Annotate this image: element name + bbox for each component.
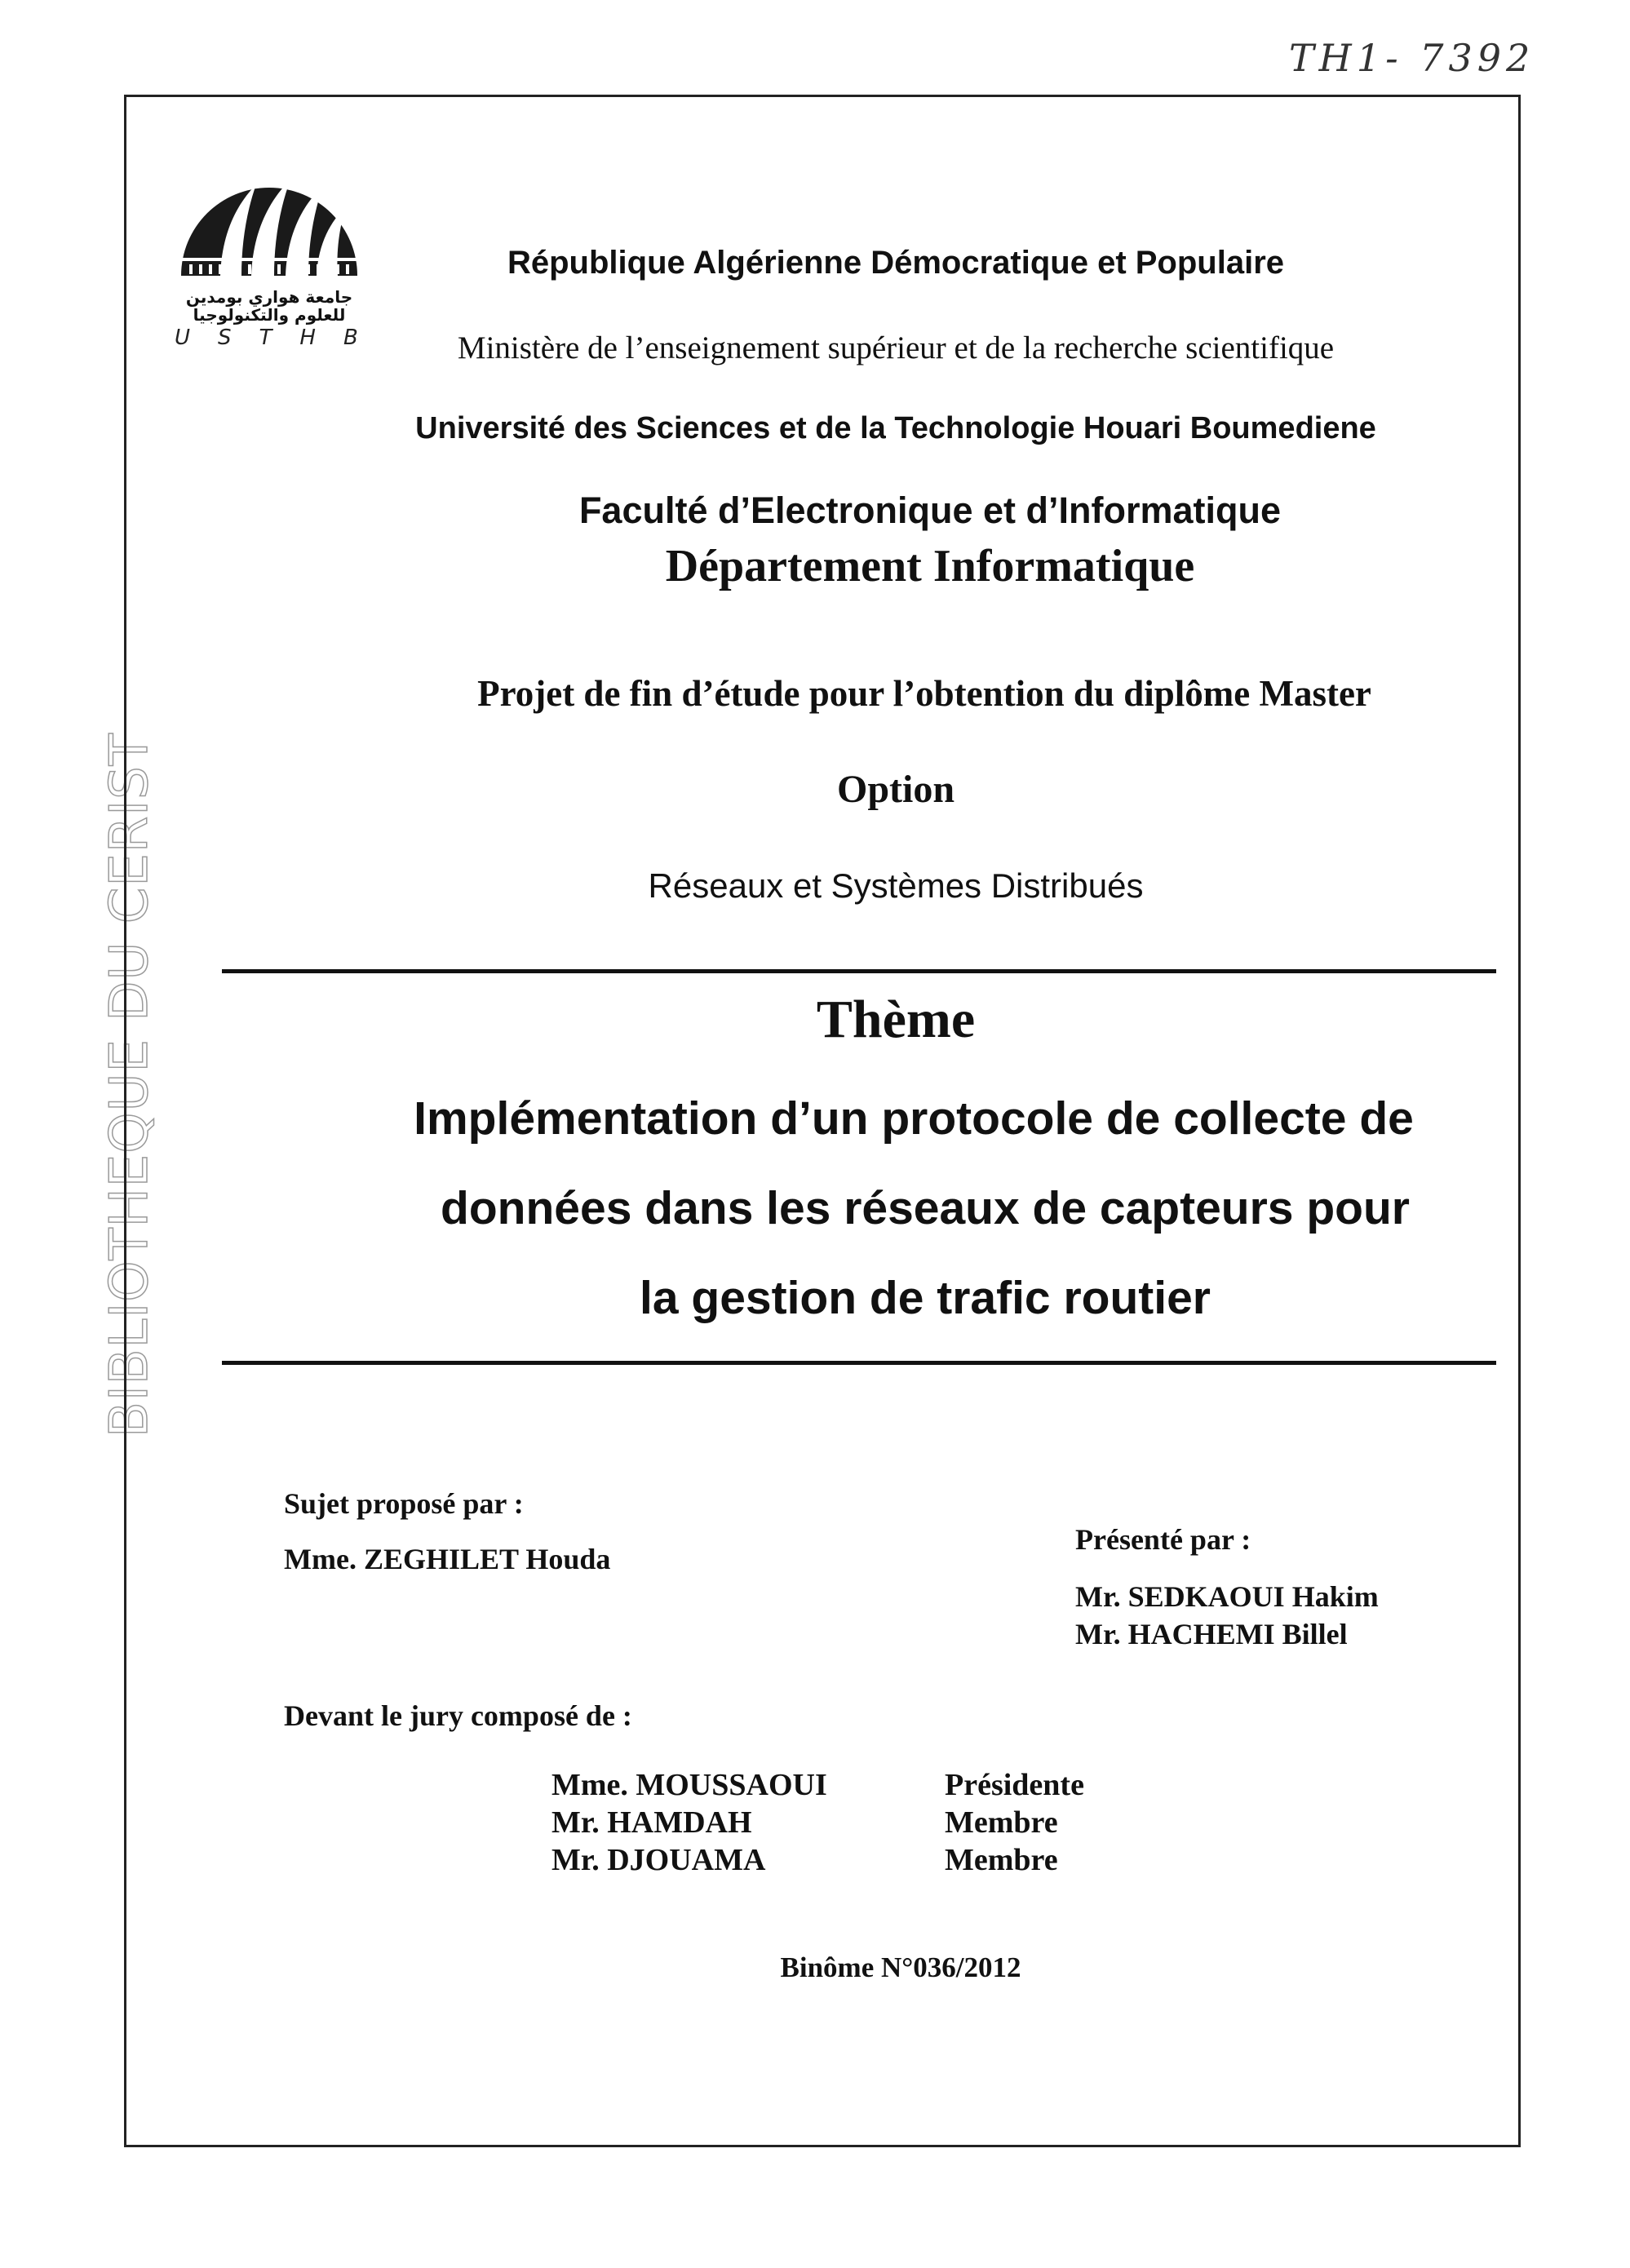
option-label: Option xyxy=(836,768,955,811)
department-name: Département Informatique xyxy=(665,541,1195,591)
library-watermark: BIBLIOTHEQUE DU CERIST xyxy=(100,733,160,1437)
project-title: Projet de fin d’étude pour l’obtention du diplôme Master xyxy=(477,673,1371,714)
usthb-logo xyxy=(171,162,386,350)
jury-member-name: Mme. MOUSSAOUI xyxy=(551,1768,827,1802)
presenter-name: Mr. HACHEMI Billel xyxy=(1075,1618,1348,1650)
republic-heading: République Algérienne Démocratique et Populaire xyxy=(507,245,1285,281)
faculty-name: Faculté d’Electronique et d’Informatique xyxy=(578,489,1282,531)
jury-member-name: Mr. HAMDAH xyxy=(551,1805,752,1840)
handwritten-reference: TH1- 7392 xyxy=(1289,36,1535,80)
supervisor-label: Sujet proposé par : xyxy=(284,1487,524,1520)
jury-member-role: Membre xyxy=(945,1805,1058,1840)
ministry-line: Ministère de l’enseignement supérieur et de la recherche scientifique xyxy=(457,330,1335,365)
usthb-emblem-icon xyxy=(171,162,367,284)
theme-label: Thème xyxy=(816,990,976,1049)
option-value: Réseaux et Systèmes Distribués xyxy=(648,866,1144,905)
theme-title-line-1: Implémentation d’un protocole de collecte de xyxy=(414,1092,1414,1145)
jury-label: Devant le jury composé de : xyxy=(284,1699,632,1732)
logo-arabic-line-1: جامعة هواري بومدين xyxy=(185,287,353,307)
theme-bottom-rule xyxy=(222,1361,1496,1365)
logo-arabic-line-2: للعلوم والتكنولوجيا xyxy=(193,305,346,325)
logo-letters: USTHB xyxy=(175,326,386,350)
university-name: Université des Sciences et de la Technologie Houari Boumediene xyxy=(415,411,1376,445)
jury-member-role: Membre xyxy=(945,1843,1058,1877)
theme-title-line-2: données dans les réseaux de capteurs pour xyxy=(441,1182,1410,1234)
jury-member-name: Mr. DJOUAMA xyxy=(551,1843,766,1877)
jury-member-role: Présidente xyxy=(945,1768,1084,1802)
binome-number: Binôme N°036/2012 xyxy=(780,1951,1021,1983)
theme-title-line-3: la gestion de trafic routier xyxy=(640,1272,1211,1324)
presented-label: Présenté par : xyxy=(1075,1523,1251,1556)
presenter-name: Mr. SEDKAOUI Hakim xyxy=(1075,1580,1379,1613)
theme-top-rule xyxy=(222,969,1496,973)
supervisor-name: Mme. ZEGHILET Houda xyxy=(284,1543,611,1575)
